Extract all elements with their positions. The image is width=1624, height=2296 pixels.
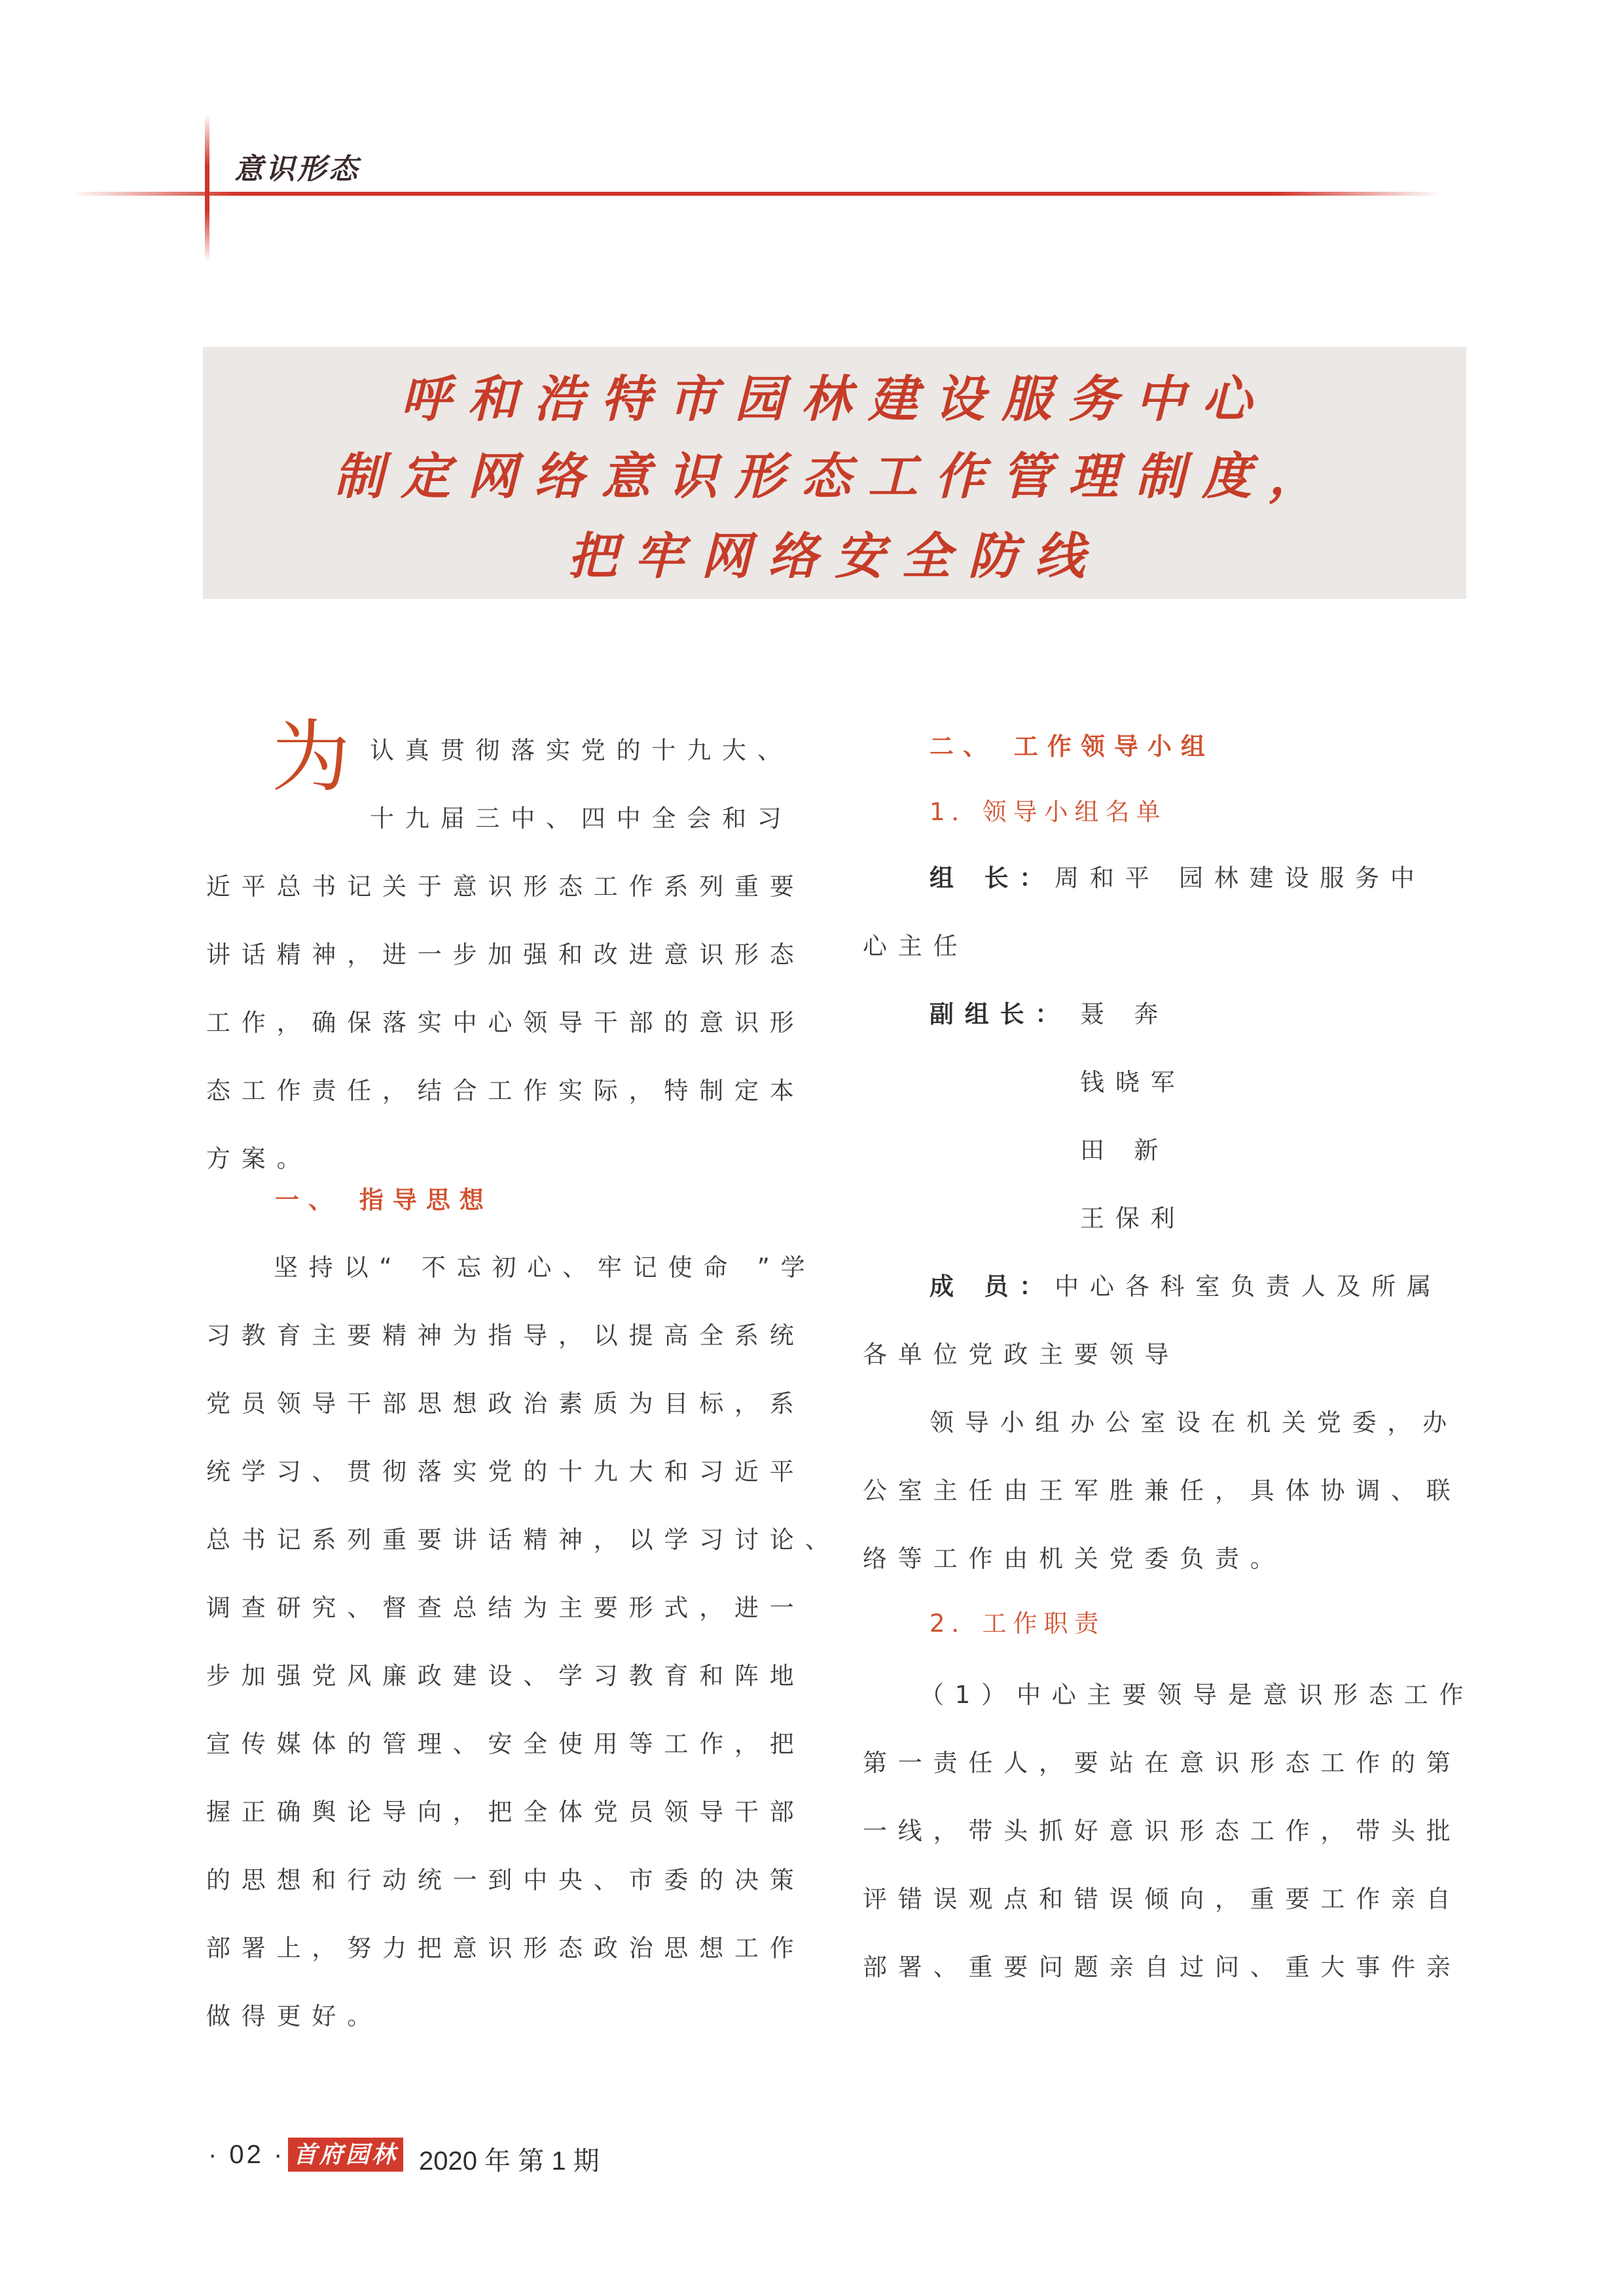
text-line: 步加强党风廉政建设、学习教育和阵地 — [206, 1662, 805, 1690]
title-box — [203, 347, 1466, 599]
title-line-1: 呼和浩特市园林建设服务中心 — [401, 370, 1269, 428]
text-line: 宣传媒体的管理、安全使用等工作，把 — [206, 1730, 805, 1758]
deputy-label: 副组长： — [929, 1000, 1071, 1028]
intro-paragraph — [206, 853, 805, 1193]
deputy-name: 王保利 — [1080, 1204, 1186, 1232]
text-line: 公室主任由王军胜兼任，具体协调、联 — [863, 1477, 1462, 1505]
deputy-name: 聂 奔 — [1080, 1000, 1170, 1028]
text-line: 认真贯彻落实党的十九大、 — [370, 736, 793, 764]
heading-leadership-group: 二、 工作领导小组 — [929, 732, 1214, 761]
text-line: 习教育主要精神为指导，以提高全系统 — [206, 1321, 805, 1350]
text-line: 评错误观点和错误倾向，重要工作亲自 — [863, 1885, 1462, 1913]
text-line: 近平总书记关于意识形态工作系列重要 — [206, 872, 805, 901]
title-line-3: 把牢网络安全防线 — [568, 527, 1102, 585]
subheading-duties: 2．工作职责 — [929, 1609, 1106, 1638]
member-row — [929, 1253, 1442, 1321]
member-row-cont — [863, 1321, 1180, 1389]
header-cross-rule — [205, 115, 209, 262]
text-line: 各单位党政主要领导 — [863, 1340, 1180, 1369]
duty-first-line — [920, 1661, 1474, 1729]
deputy-name: 钱晓军 — [1080, 1068, 1186, 1096]
text-line: 做得更好。 — [206, 2002, 382, 2030]
text-line: 方案。 — [206, 1145, 312, 1173]
issue-info: 2020 年 第 1 期 — [419, 2147, 600, 2176]
section-label: 意识形态 — [234, 152, 360, 186]
text-line: 态工作责任，结合工作实际，特制定本 — [206, 1077, 805, 1105]
magazine-logo: 首府园林 — [288, 2138, 403, 2172]
leader-row-cont — [863, 912, 968, 980]
office-paragraph — [863, 1457, 1462, 1593]
title-line-2: 制定网络意识形态工作管理制度， — [334, 447, 1335, 505]
header-rule — [72, 192, 1440, 196]
text-line: 讲话精神，进一步加强和改进意识形态 — [206, 941, 805, 969]
member-label: 成 员： — [929, 1272, 1055, 1300]
text-line: 的思想和行动统一到中央、市委的决策 — [206, 1866, 805, 1894]
intro-paragraph-indented — [370, 717, 793, 853]
duty-paragraph — [863, 1729, 1462, 2001]
text-line: 领导小组办公室设在机关党委，办 — [929, 1408, 1458, 1437]
text-line: 十九届三中、四中全会和习 — [370, 804, 793, 833]
text-line: 调查研究、督查总结为主要形式，进一 — [206, 1594, 805, 1622]
text-line: 统学习、贯彻落实党的十九大和习近平 — [206, 1458, 805, 1486]
guiding-first-line — [274, 1234, 816, 1302]
text-line: 坚持以“ 不忘初心、牢记使命 ”学 — [274, 1253, 816, 1282]
subheading-member-list: 1．领导小组名单 — [929, 798, 1167, 826]
leader-row — [929, 844, 1426, 912]
leader-value: 周和平 园林建设服务中 — [1055, 864, 1426, 892]
drop-cap: 为 — [272, 712, 350, 803]
deputy-list — [1080, 980, 1185, 1253]
page-number: · 02 · — [208, 2140, 285, 2169]
office-first-line — [929, 1389, 1458, 1457]
member-value: 中心各科室负责人及所属 — [1055, 1272, 1442, 1300]
deputy-label-wrap — [929, 980, 1070, 1049]
text-line: 心主任 — [863, 932, 969, 960]
text-line: 部署上，努力把意识形态政治思想工作 — [206, 1934, 805, 1962]
text-line: 络等工作由机关党委负责。 — [863, 1545, 1286, 1573]
text-line: 第一责任人，要站在意识形态工作的第 — [863, 1749, 1462, 1777]
text-line: 一线，带头抓好意识形态工作，带头批 — [863, 1817, 1462, 1845]
leader-label: 组 长： — [929, 864, 1055, 892]
text-line: 部署、重要问题亲自过问、重大事件亲 — [863, 1953, 1462, 1981]
text-line: 党员领导干部思想政治素质为目标，系 — [206, 1390, 805, 1418]
text-line: 握正确舆论导向，把全体党员领导干部 — [206, 1798, 805, 1826]
heading-guiding-principle: 一、 指导思想 — [275, 1186, 493, 1214]
text-line: 工作，确保落实中心领导干部的意识形 — [206, 1009, 805, 1037]
guiding-paragraph — [206, 1302, 840, 2051]
text-line: （1）中心主要领导是意识形态工作 — [920, 1681, 1475, 1709]
text-line: 总书记系列重要讲话精神，以学习讨论、 — [206, 1526, 840, 1554]
deputy-name: 田 新 — [1080, 1136, 1170, 1164]
